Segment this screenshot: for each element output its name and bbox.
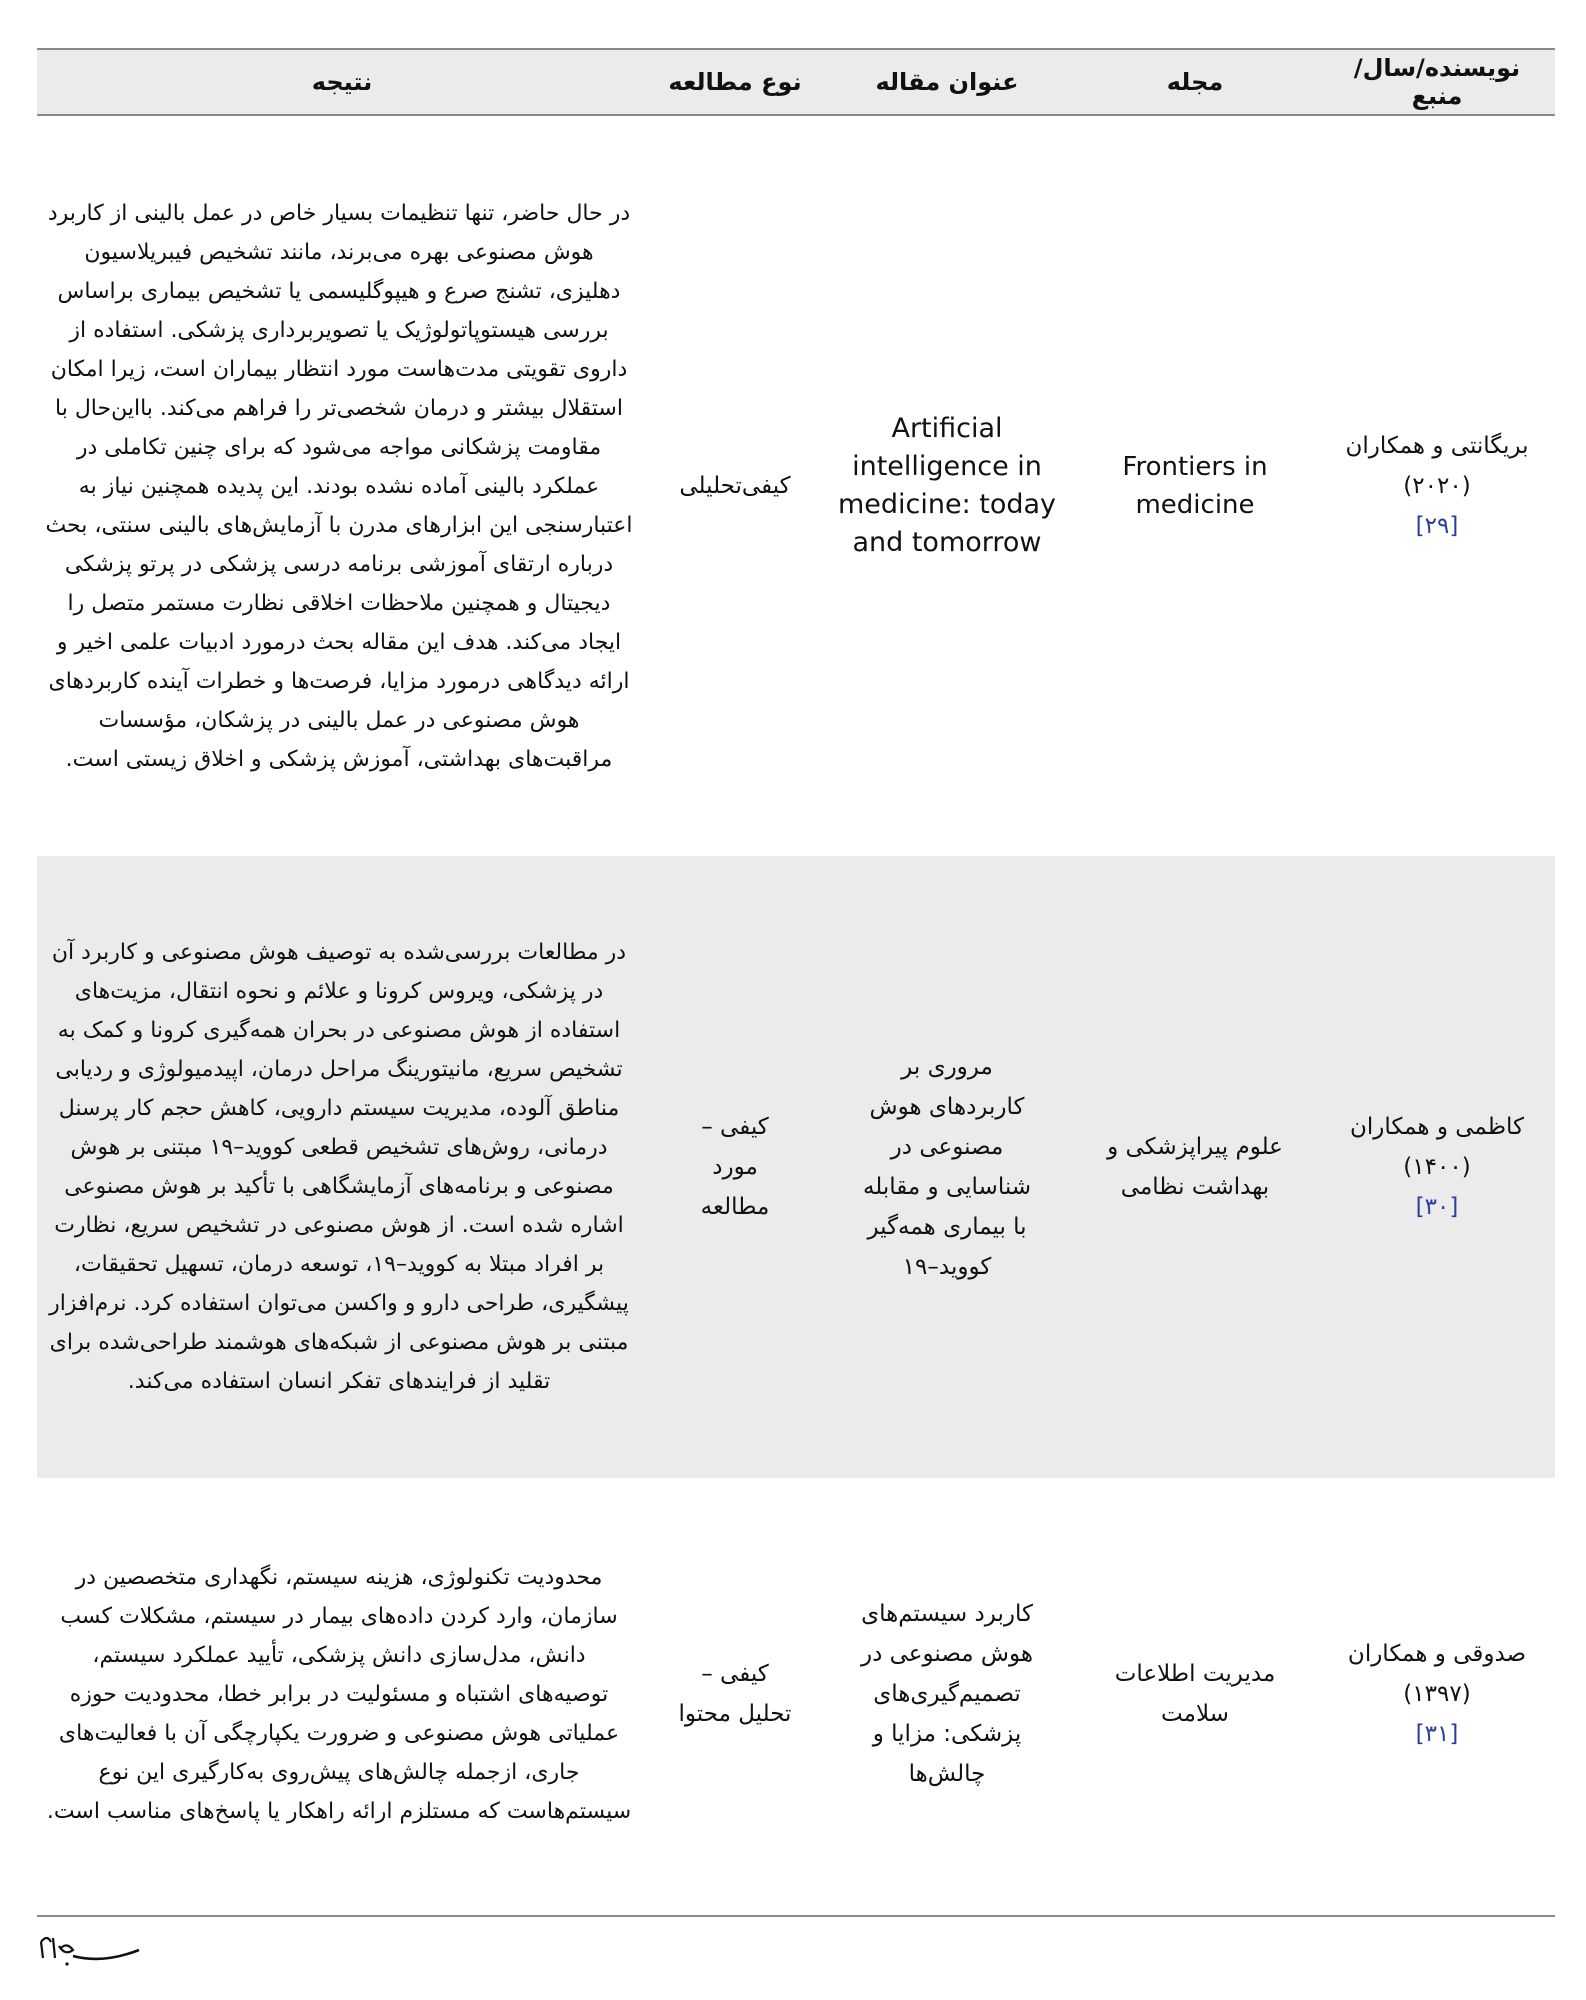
salmand-logo <box>37 1928 147 1976</box>
result-cell: در حال حاضر، تنها تنظیمات بسیار خاص در عمل بالینی از کاربرد هوش مصنوعی بهره می‌برند، مانند تشخیص فیبریلاسیون دهلیزی، تشنج صرع و هیپوگلیسمی یا تشخیص بیماری براساس بررسی هیستوپاتولوژیک یا تصویربرداری پزشکی. استفاده از داروی تقویتی مدت‌هاست مورد انتظار بیماران است، زیرا امکان استقلال بیشتر و درمان شخصی‌تر را فراهم می‌کند. بااین‌حال با مقاومت پزشکانی مواجه می‌شود که برای چنین تکاملی در عملکرد بالینی آماده نشده بودند. این پدیده همچنین نیاز به اعتبارسنجی این ابزارهای مدرن با آزمایش‌های بالینی سنتی، بحث درباره ارتقای آموزشی برنامه درسی پزشکی در پرتو پزشکی دیجیتال و همچنین ملاحظات اخلاقی نظارت مستمر متصل را ایجاد می‌کند. هدف این مقاله بحث درمورد ادبیات علمی اخیر و ارائه دیدگاهی درمورد مزایا، فرصت‌ها و خطرات آینده کاربردهای هوش مصنوعی در عمل بالینی در پزشکان، مؤسسات مراقبت‌های بهداشتی، آموزش پزشکی و اخلاق زیستی است. <box>45 200 633 772</box>
journal-cell: مدیریت اطلاعات سلامت <box>1114 1661 1276 1727</box>
study-type-cell: کیفی‌تحلیلی <box>679 473 791 499</box>
header-title: عنوان مقاله <box>875 68 1019 96</box>
author-year: (۱۳۹۷) <box>1403 1681 1471 1707</box>
reference-link[interactable]: [۳۰] <box>1415 1194 1459 1220</box>
study-type-cell: کیفی – مورد مطالعه <box>700 1114 770 1220</box>
literature-table <box>37 48 1555 1910</box>
author-name: صدوقی و همکاران <box>1347 1641 1527 1667</box>
header-journal: مجله <box>1166 68 1224 96</box>
header-result: نتیجه <box>311 68 373 96</box>
title-cell: کاربرد سیستم‌های هوش مصنوعی در تصمیم‌گیری‌های پزشکی: مزایا و چالش‌ها <box>860 1601 1034 1787</box>
reference-link[interactable]: [۲۹] <box>1415 513 1459 539</box>
reference-link[interactable]: [۳۱] <box>1415 1721 1459 1747</box>
author-cell <box>1319 1107 1555 1227</box>
result-cell: در مطالعات بررسی‌شده به توصیف هوش مصنوعی و کاربرد آن در پزشکی، ویروس کرونا و علائم و نحوه انتقال، مزیت‌های استفاده از هوش مصنوعی در بحران همه‌گیری کرونا و کمک به تشخیص سریع، مانیتورینگ مراحل درمان، اپیدمیولوژی و ردیابی مناطق آلوده، مدیریت سیستم دارویی، کاهش حجم کار پرسنل درمانی، روش‌های تشخیص قطعی کووید–۱۹ مبتنی بر هوش مصنوعی و برنامه‌های آزمایشگاهی با تأکید بر هوش مصنوعی اشاره شده است. از هوش مصنوعی در تشخیص سریع، نظارت بر افراد مبتلا به کووید–۱۹، توسعه درمان، تسهیل تحقیقات، پیشگیری، طراحی دارو و واکسن می‌توان استفاده کرد. نرم‌افزار مبتنی بر هوش مصنوعی از شبکه‌های هوشمند طراحی‌شده برای تقلید از فرایندهای تفکر انسان استفاده می‌کند. <box>49 940 629 1394</box>
header-type: نوع مطالعه <box>668 68 802 96</box>
header-author: نویسنده/سال/منبع <box>1353 54 1521 110</box>
author-name: کاظمی و همکاران <box>1350 1114 1524 1140</box>
table-row <box>37 1478 1555 1910</box>
title-cell: Artificial intelligence in medicine: today and tomorrow <box>837 413 1057 558</box>
title-cell: مروری بر کاربردهای هوش مصنوعی در شناسایی و مقابله با بیماری همه‌گیر کووید–۱۹ <box>862 1054 1032 1280</box>
author-cell <box>1319 1634 1555 1754</box>
footer-divider <box>37 1915 1555 1917</box>
author-cell <box>1319 426 1555 546</box>
author-name: بریگانتی و همکاران <box>1345 433 1529 459</box>
journal-cell: Frontiers in medicine <box>1122 452 1268 520</box>
table-header <box>37 48 1555 116</box>
author-year: (۲۰۲۰) <box>1403 473 1471 499</box>
journal-cell: علوم پیراپزشکی و بهداشت نظامی <box>1107 1134 1283 1200</box>
author-year: (۱۴۰۰) <box>1403 1154 1471 1180</box>
table-row <box>37 856 1555 1478</box>
table-row <box>37 116 1555 856</box>
study-type-cell: کیفی – تحلیل محتوا <box>678 1661 792 1727</box>
result-cell: محدودیت تکنولوژی، هزینه سیستم، نگهداری متخصصین در سازمان، وارد کردن داده‌های بیمار در سیستم، مشکلات کسب دانش، مدل‌سازی دانش پزشکی، تأیید عملکرد سیستم، توصیه‌های اشتباه و مسئولیت در برابر خطا، محدودیت حوزه عملیاتی هوش مصنوعی و ضرورت یکپارچگی آن با فعالیت‌های جاری، ازجمله چالش‌های پیش‌روی به‌کارگیری این نوع سیستم‌هاست که مستلزم ارائه راهکار یا پاسخ‌های مناسب است. <box>46 1564 632 1824</box>
